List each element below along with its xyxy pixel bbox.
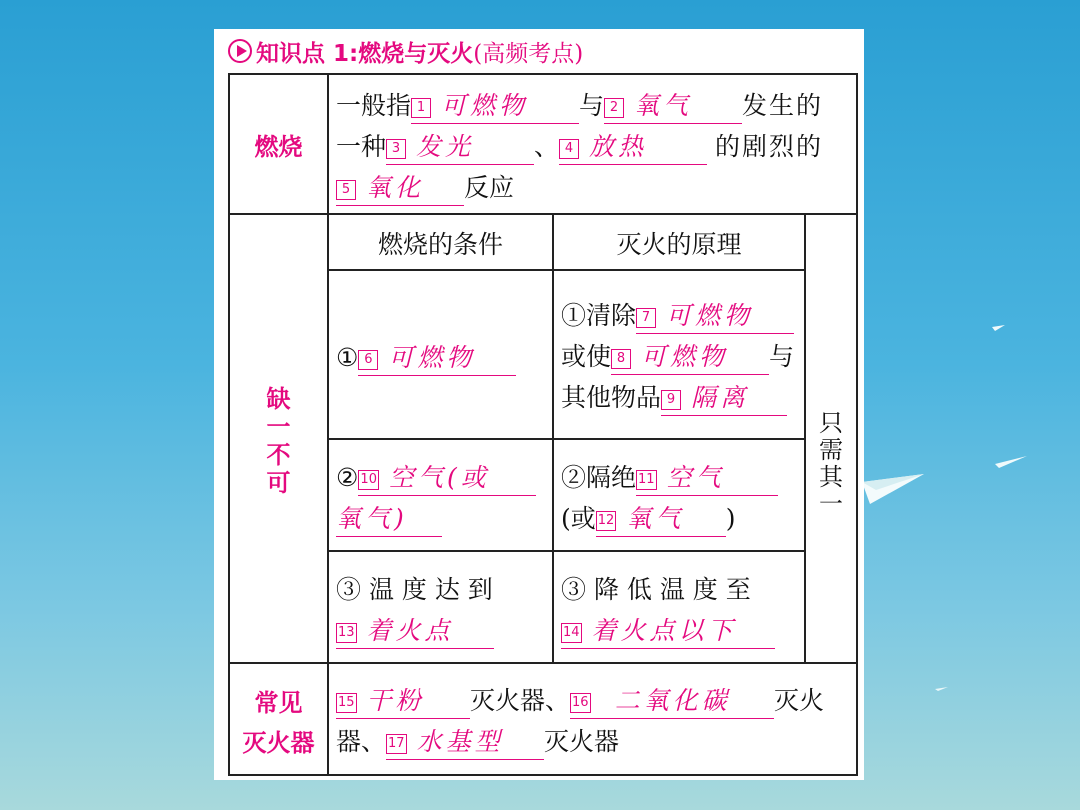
condition-3	[336, 569, 551, 651]
answer-blank	[358, 341, 516, 376]
text: 发生的	[742, 91, 824, 120]
text: 的剧烈的	[715, 132, 824, 161]
text: 一种	[336, 132, 387, 161]
text: ③ 降 低 温 度 至	[561, 575, 751, 604]
paper-plane-small-icon	[995, 454, 1029, 470]
divider	[328, 438, 805, 440]
divider	[327, 75, 329, 774]
answer-blank	[596, 502, 726, 537]
answer-text: 空气	[666, 463, 725, 492]
side-note	[806, 410, 856, 518]
principle-2	[561, 457, 801, 539]
text: ①	[336, 343, 359, 372]
text: 与	[769, 342, 795, 371]
blank-number: 1	[411, 98, 431, 118]
answer-text: 可燃物	[388, 343, 476, 372]
answer-blank	[636, 299, 794, 334]
blank-number: 11	[636, 470, 657, 490]
answer-blank	[358, 461, 536, 496]
text: 灭火	[774, 686, 825, 715]
answer-text: 着火点	[366, 616, 454, 645]
answer-blank	[336, 171, 464, 206]
extinguisher-types	[336, 680, 851, 762]
divider	[230, 213, 856, 215]
answer-text: 放热	[589, 132, 648, 161]
text: 其他物品	[561, 383, 662, 412]
text: 灭火器、	[470, 686, 571, 715]
blank-number: 15	[336, 693, 357, 713]
vertical-label: 缺一不可	[266, 385, 291, 497]
text: )	[725, 504, 736, 533]
answer-blank	[570, 684, 774, 719]
text: 灭火器	[544, 727, 620, 756]
answer-blank	[411, 89, 579, 124]
answer-text: 着火点以下	[591, 616, 737, 645]
text: 一般指	[336, 91, 412, 120]
answer-text: 可燃物	[641, 342, 729, 371]
text: (或	[561, 504, 596, 533]
blank-number: 17	[386, 734, 407, 754]
blank-number: 16	[570, 693, 591, 713]
divider	[328, 269, 805, 271]
text: ②	[336, 463, 359, 492]
answer-blank	[559, 130, 707, 165]
answer-text: 可燃物	[666, 301, 754, 330]
answer-text: 二氧化碳	[614, 686, 731, 715]
answer-blank	[604, 89, 742, 124]
blank-number: 10	[358, 470, 379, 490]
row-label-conditions	[230, 385, 327, 497]
blank-number: 12	[596, 511, 617, 531]
divider	[230, 662, 856, 664]
paper-plane-tiny-icon	[992, 324, 1006, 332]
answer-text: 发光	[416, 132, 475, 161]
combustion-definition	[336, 85, 851, 208]
text: 、	[534, 132, 560, 161]
answer-blank	[611, 340, 769, 375]
answer-text: 可燃物	[441, 91, 529, 120]
answer-text: 水基型	[416, 727, 504, 756]
answer-text: 隔离	[691, 383, 750, 412]
heading-note: (高频考点)	[473, 40, 584, 67]
row-label-extinguishers	[230, 683, 327, 763]
knowledge-table	[228, 73, 858, 776]
blank-number: 6	[358, 350, 378, 370]
answer-blank	[561, 614, 775, 649]
divider	[328, 550, 805, 552]
answer-blank	[336, 502, 442, 537]
text: 反应	[464, 173, 515, 202]
blank-number: 5	[336, 180, 356, 200]
condition-2	[336, 457, 551, 539]
text: ②隔绝	[561, 463, 637, 492]
blank-number: 4	[559, 139, 579, 159]
blank-number: 14	[561, 623, 582, 643]
knowledge-card	[214, 29, 864, 780]
column-header-principles: 灭火的原理	[616, 230, 742, 259]
text: 或使	[561, 342, 612, 371]
divider	[552, 214, 554, 662]
heading-title: 知识点 1:燃烧与灭火	[256, 40, 474, 67]
answer-text: 氧气	[634, 91, 693, 120]
answer-text: 空气(或	[388, 463, 490, 492]
condition-1	[336, 337, 516, 378]
text: ①清除	[561, 301, 637, 330]
answer-blank	[386, 725, 544, 760]
answer-blank	[636, 461, 778, 496]
answer-blank	[336, 684, 470, 719]
principle-3	[561, 569, 801, 651]
blank-number: 3	[386, 139, 406, 159]
answer-text: 氧气)	[336, 504, 408, 533]
blank-number: 2	[604, 98, 624, 118]
answer-text: 氧化	[366, 173, 425, 202]
blank-number: 13	[336, 623, 357, 643]
answer-blank	[661, 381, 787, 416]
principle-1	[561, 295, 801, 418]
paper-plane-large-icon	[862, 468, 926, 508]
label-line: 灭火器	[242, 729, 315, 757]
row-label-combustion: 燃烧	[254, 133, 303, 161]
answer-blank	[336, 614, 494, 649]
play-icon	[228, 39, 252, 63]
paper-plane-tiny-icon	[935, 686, 949, 692]
section-heading	[228, 35, 583, 67]
blank-number: 7	[636, 308, 656, 328]
vertical-side-text: 只需其一	[819, 409, 843, 518]
answer-text: 氧气	[626, 504, 685, 533]
text: 器、	[336, 727, 387, 756]
blank-number: 8	[611, 349, 631, 369]
answer-text: 干粉	[366, 686, 425, 715]
text: 与	[579, 91, 605, 120]
text: ③ 温 度 达 到	[336, 575, 493, 604]
answer-blank	[386, 130, 534, 165]
column-header-conditions: 燃烧的条件	[377, 230, 503, 259]
blank-number: 9	[661, 390, 681, 410]
label-line: 常见	[254, 689, 303, 717]
